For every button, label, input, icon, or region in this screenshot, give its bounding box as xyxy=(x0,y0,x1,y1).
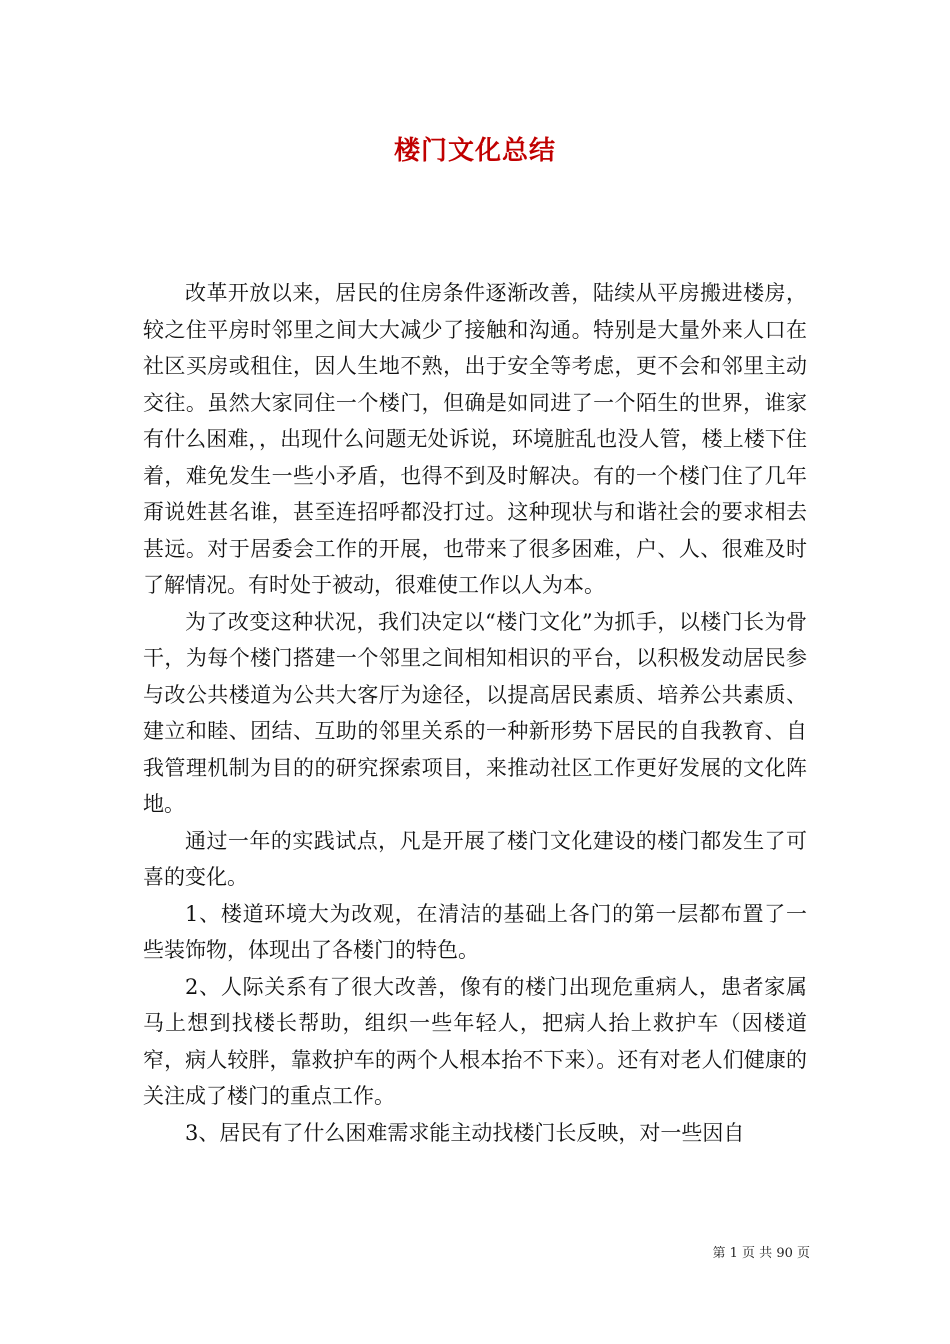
document-body xyxy=(143,275,807,1151)
paragraph-item-1: 1、楼道环境大为改观，在清洁的基础上各门的第一层都布置了一些装饰物，体现出了各楼门的特色。 xyxy=(143,901,807,962)
page-number-footer: 第 1 页 共 90 页 xyxy=(712,1246,810,1261)
paragraph-item-3: 3、居民有了什么困难需求能主动找楼门长反映，对一些因自 xyxy=(185,1120,745,1145)
document-title: 楼门文化总结 xyxy=(393,136,556,166)
paragraph-purpose: 为了改变这种状况，我们决定以“楼门文化”为抓手，以楼门长为骨干，为每个楼门搭建一个邻里之间相知相识的平台，以积极发动居民参与改公共楼道为公共大客厅为途径，以提高居民素质、培养公共素质、建立和睦、团结、互助的邻里关系的一种新形势下居民的自我教育、自我管理机制为目的的研究探索项目，来推动社区工作更好发展的文化阵地。 xyxy=(143,609,807,816)
paragraph-item-2: 2、人际关系有了很大改善，像有的楼门出现危重病人，患者家属马上想到找楼长帮助，组织一些年轻人，把病人抬上救护车（因楼道窄，病人较胖，靠救护车的两个人根本抬不下来）。还有对老人们健康的关注成了楼门的重点工作。 xyxy=(143,974,807,1108)
paragraph-results: 通过一年的实践试点，凡是开展了楼门文化建设的楼门都发生了可喜的变化。 xyxy=(143,828,807,889)
paragraph-intro: 改革开放以来，居民的住房条件逐渐改善，陆续从平房搬进楼房，较之住平房时邻里之间大大减少了接触和沟通。特别是大量外来人口在社区买房或租住，因人生地不熟，出于安全等考虑，更不会和邻里主动交往。虽然大家同住一个楼门，但确是如同进了一个陌生的世界，谁家有什么困难，，出现什么问题无处诉说，环境脏乱也没人管，楼上楼下住着，难免发生一些小矛盾，也得不到及时解决。有的一个楼门住了几年甭说姓甚名谁，甚至连招呼都没打过。这种现状与和谐社会的要求相去甚远。对于居委会工作的开展，也带来了很多困难，户、人、很难及时了解情况。有时处于被动，很难使工作以人为本。 xyxy=(143,281,807,597)
